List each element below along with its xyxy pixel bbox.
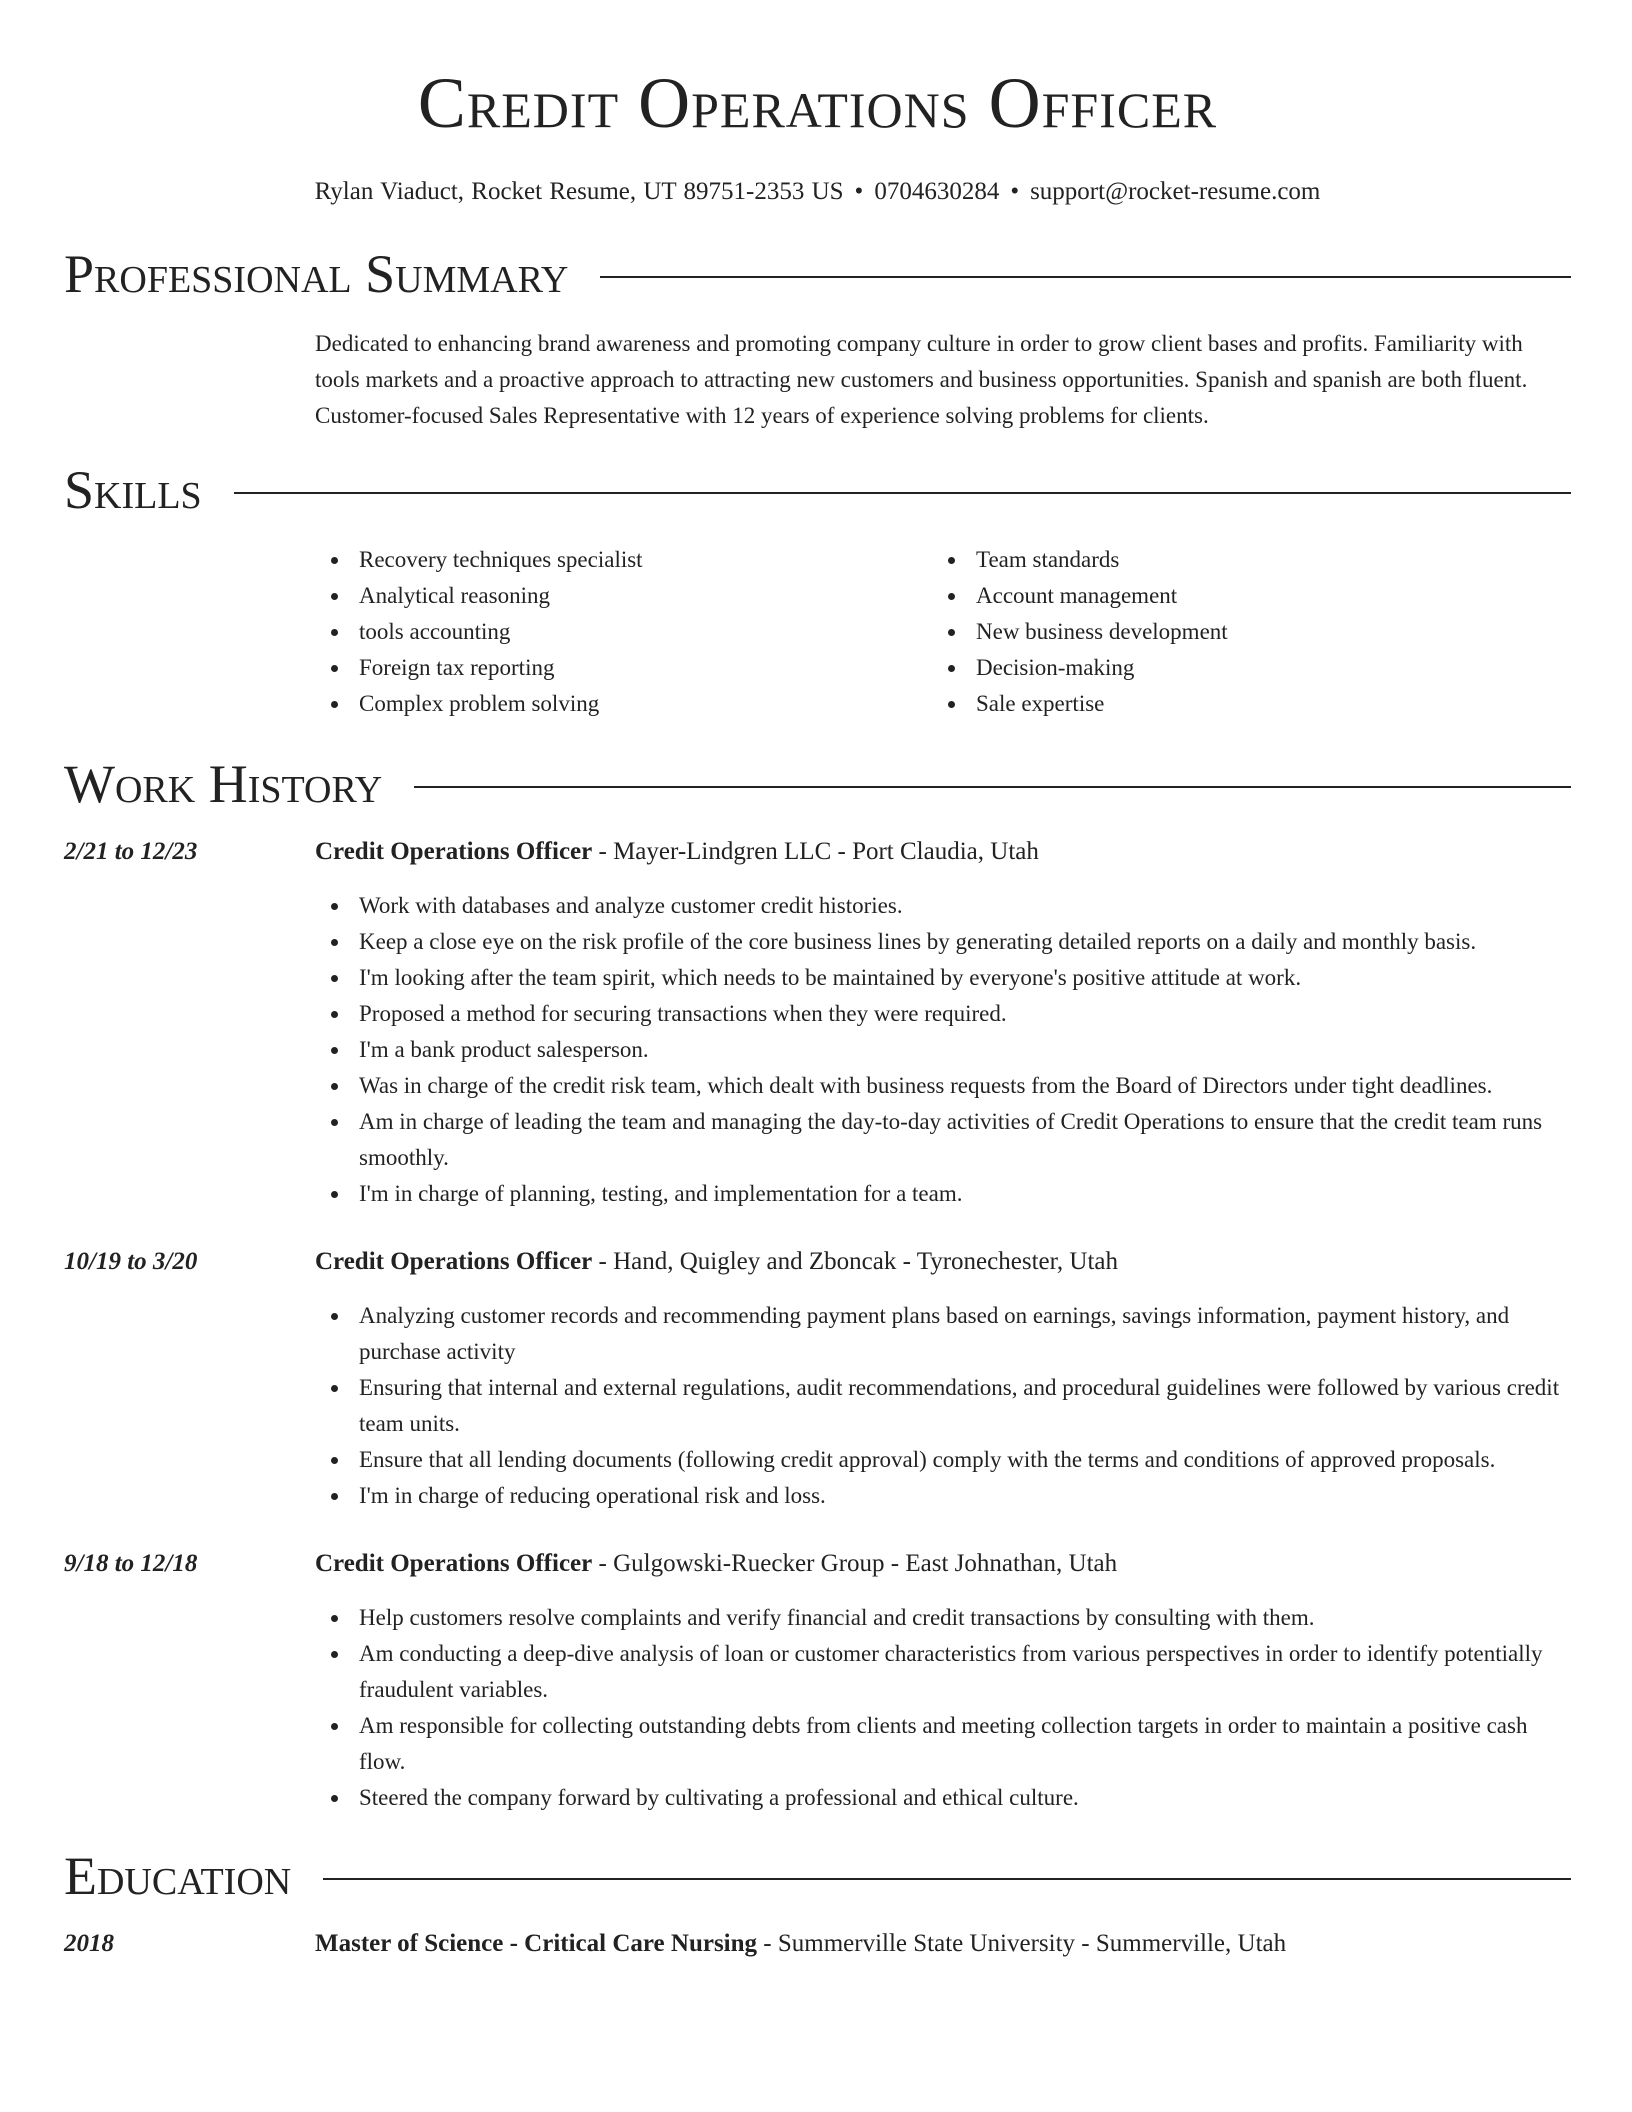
job-entry (64, 834, 1571, 1212)
skill-item: tools accounting (315, 614, 932, 650)
candidate-name: Credit Operations Officer (417, 63, 1218, 143)
job-bullet: Am conducting a deep-dive analysis of loan or customer characteristics from various perspectives in order to identify potentially fraudulent variables. (315, 1636, 1571, 1708)
summary-text: Dedicated to enhancing brand awareness and promoting company culture in order to grow client bases and profits. Familiarity with tools markets and a proactive approach to attracting new customers and business opportunities. Spanish and spanish are both fluent. Customer-focused Sales Representative with 12 years of experience solving problems for clients. (315, 331, 1528, 428)
section-title: Work History (64, 754, 383, 814)
job-dates: 9/18 to 12/18 (64, 1550, 198, 1577)
section-title: Education (64, 1846, 292, 1906)
job-line (315, 834, 1039, 870)
job-bullet: I'm a bank product salesperson. (315, 1032, 1571, 1068)
contact-line (64, 176, 1571, 208)
education-header (64, 1926, 1571, 1962)
skill-item: Analytical reasoning (315, 578, 932, 614)
address: Rylan Viaduct, Rocket Resume, UT 89751-2353 US (314, 178, 844, 205)
section-divider (234, 492, 1571, 494)
section-divider (323, 1878, 1571, 1880)
job-bullets (315, 1600, 1571, 1816)
job-bullet: Keep a close eye on the risk profile of the core business lines by generating detailed reports on a daily and monthly basis. (315, 924, 1571, 960)
job-bullet: I'm in charge of planning, testing, and implementation for a team. (315, 1176, 1571, 1212)
job-dates: 10/19 to 3/20 (64, 1248, 198, 1275)
education-date: 2018 (64, 1930, 114, 1957)
section-title: Professional Summary (64, 244, 569, 304)
job-bullet: Work with databases and analyze customer credit histories. (315, 888, 1571, 924)
section-divider (600, 276, 1571, 278)
job-details: - Hand, Quigley and Zboncak - Tyronechester, Utah (592, 1248, 1119, 1275)
job-bullet: Analyzing customer records and recommending payment plans based on earnings, savings information, payment history, and purchase activity (315, 1298, 1571, 1370)
section-divider (414, 786, 1571, 788)
skills-column-2 (932, 542, 1228, 722)
degree: Master of Science - Critical Care Nursing (315, 1930, 758, 1957)
skill-item: Sale expertise (932, 686, 1228, 722)
section-title: Skills (64, 460, 202, 520)
skills-column-1 (315, 542, 932, 722)
skill-item: Foreign tax reporting (315, 650, 932, 686)
job-details: - Mayer-Lindgren LLC - Port Claudia, Utah (592, 838, 1039, 865)
job-dates: 2/21 to 12/23 (64, 838, 198, 865)
job-title: Credit Operations Officer (315, 1550, 593, 1577)
education-entry (64, 1926, 1571, 1962)
job-bullet: I'm looking after the team spirit, which needs to be maintained by everyone's positive attitude at work. (315, 960, 1571, 996)
job-bullet: Am responsible for collecting outstanding debts from clients and meeting collection targets in order to maintain a positive cash flow. (315, 1708, 1571, 1780)
job-bullet: Help customers resolve complaints and verify financial and credit transactions by consulting with them. (315, 1600, 1571, 1636)
job-title: Credit Operations Officer (315, 838, 593, 865)
summary-section-header (64, 244, 1571, 304)
job-bullet: Am in charge of leading the team and managing the day-to-day activities of Credit Operations to ensure that the credit team runs smoothly. (315, 1104, 1571, 1176)
email: support@rocket-resume.com (1030, 178, 1321, 205)
job-entry (64, 1244, 1571, 1514)
education-line (315, 1926, 1286, 1962)
separator: • (854, 178, 864, 205)
skill-item: Recovery techniques specialist (315, 542, 932, 578)
skill-item: Team standards (932, 542, 1228, 578)
job-title: Credit Operations Officer (315, 1248, 593, 1275)
work-section-header (64, 754, 1571, 814)
job-bullet: I'm in charge of reducing operational risk and loss. (315, 1478, 1571, 1514)
job-bullet: Steered the company forward by cultivating a professional and ethical culture. (315, 1780, 1571, 1816)
job-details: - Gulgowski-Ruecker Group - East Johnathan, Utah (592, 1550, 1118, 1577)
job-bullets (315, 1298, 1571, 1514)
phone: 0704630284 (874, 178, 1000, 205)
job-header (64, 834, 1571, 870)
job-line (315, 1244, 1118, 1280)
skills-section-header (64, 460, 1571, 520)
job-entry (64, 1546, 1571, 1816)
skill-item: New business development (932, 614, 1228, 650)
skill-item: Account management (932, 578, 1228, 614)
job-bullet: Ensure that all lending documents (following credit approval) comply with the terms and conditions of approved proposals. (315, 1442, 1571, 1478)
skill-item: Complex problem solving (315, 686, 932, 722)
skill-item: Decision-making (932, 650, 1228, 686)
skills-list (315, 542, 1571, 722)
job-header (64, 1244, 1571, 1280)
job-bullet: Proposed a method for securing transactions when they were required. (315, 996, 1571, 1032)
job-bullet: Ensuring that internal and external regulations, audit recommendations, and procedural guidelines were followed by various credit team units. (315, 1370, 1571, 1442)
job-bullets (315, 888, 1571, 1212)
education-details: - Summerville State University - Summerville, Utah (757, 1930, 1287, 1957)
separator: • (1010, 178, 1020, 205)
education-section-header (64, 1846, 1571, 1906)
job-line (315, 1546, 1117, 1582)
job-bullet: Was in charge of the credit risk team, which dealt with business requests from the Board of Directors under tight deadlines. (315, 1068, 1571, 1104)
job-header (64, 1546, 1571, 1582)
